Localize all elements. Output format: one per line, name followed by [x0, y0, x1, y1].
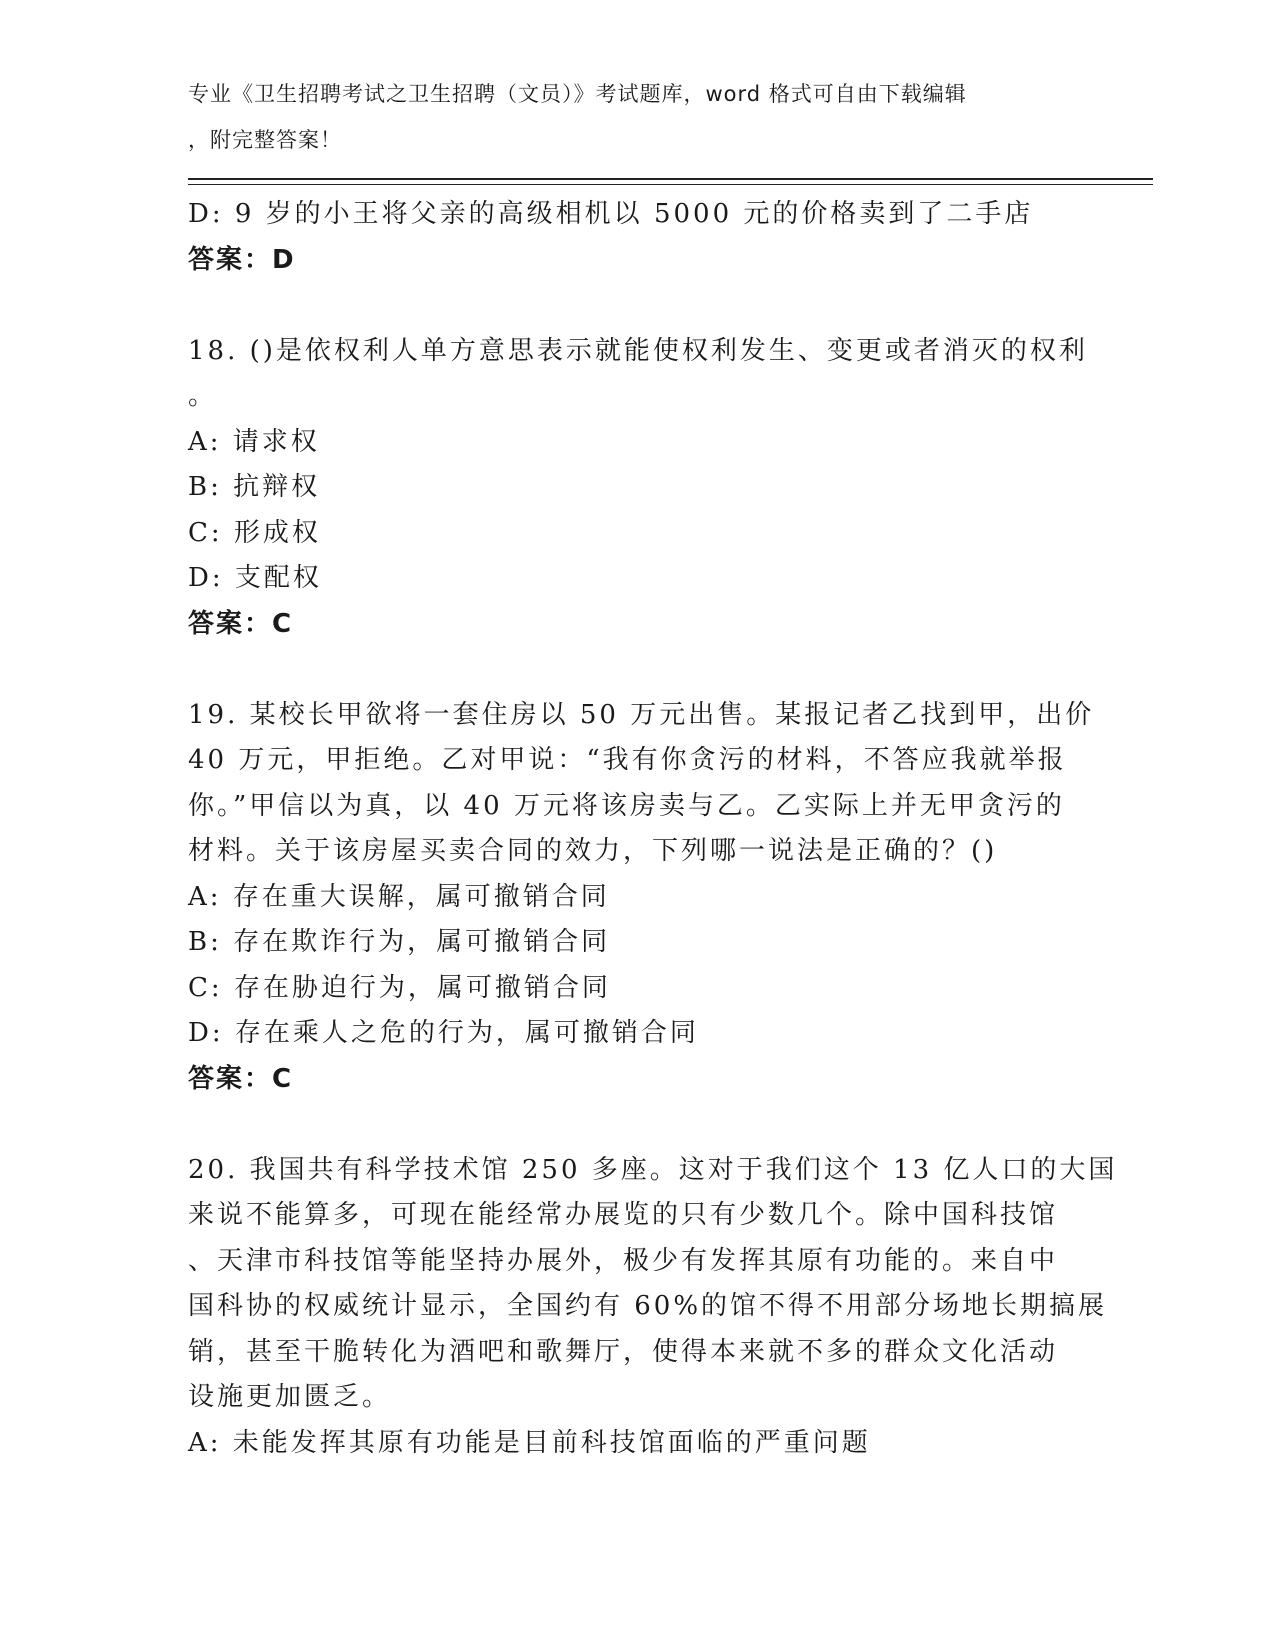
question-stem-line: 。	[188, 381, 218, 411]
question-stem-line: 国科协的权威统计显示，全国约有 60%的馆不得不用部分场地长期搞展	[188, 1291, 1108, 1321]
question-20	[188, 1148, 1118, 1467]
document-body	[188, 192, 1118, 1466]
question-stem-line: 销，甚至干脆转化为酒吧和歌舞厅，使得本来就不多的群众文化活动	[188, 1336, 1059, 1367]
document-header	[188, 72, 1088, 163]
option-a: A: 未能发挥其原有功能是目前科技馆面临的严重问题	[188, 1427, 871, 1458]
option-b: B: 抗辩权	[188, 472, 321, 502]
header-line-2: ，附完整答案！	[188, 127, 342, 152]
header-line-1: 专业《卫生招聘考试之卫生招聘（文员）》考试题库，word 格式可自由下载编辑	[188, 82, 967, 106]
header-divider-thin	[188, 184, 1153, 185]
question-stem-line: 19. 某校长甲欲将一套住房以 50 万元出售。某报记者乙找到甲，出价	[188, 699, 1095, 730]
prev-question	[188, 192, 1088, 283]
option-d: D: 9 岁的小王将父亲的高级相机以 5000 元的价格卖到了二手店	[188, 199, 1034, 229]
question-stem-line: 材料。关于该房屋买卖合同的效力，下列哪一说法是正确的？()	[188, 836, 998, 866]
option-b: B: 存在欺诈行为，属可撤销合同	[188, 927, 611, 957]
option-a: A: 存在重大误解，属可撤销合同	[188, 881, 610, 912]
question-stem-line: 40 万元，甲拒绝。乙对甲说：“我有你贪污的材料，不答应我就举报	[188, 745, 1067, 775]
question-stem-line: 、天津市科技馆等能坚持办展外，极少有发挥其原有功能的。来自中	[188, 1245, 1059, 1276]
question-stem-line: 设施更加匮乏。	[188, 1382, 392, 1412]
question-stem-line: 来说不能算多，可现在能经常办展览的只有少数几个。除中国科技馆	[188, 1200, 1059, 1230]
question-19	[188, 693, 1095, 1103]
question-stem-line: 18. ()是依权利人单方意思表示就能使权利发生、变更或者消灭的权利	[188, 335, 1088, 366]
question-stem-line: 你。”甲信以为真，以 40 万元将该房卖与乙。乙实际上并无甲贪污的	[188, 790, 1065, 821]
question-18	[188, 329, 1088, 648]
option-a: A: 请求权	[188, 426, 320, 457]
option-d: D: 支配权	[188, 563, 322, 593]
option-d: D: 存在乘人之危的行为，属可撤销合同	[188, 1018, 699, 1048]
option-c: C: 形成权	[188, 517, 321, 548]
spacer	[188, 283, 1088, 329]
spacer	[188, 1102, 1088, 1148]
spacer	[188, 647, 1088, 693]
header-divider-thick	[188, 178, 1153, 180]
question-stem-line: 20. 我国共有科学技术馆 250 多座。这对于我们这个 13 亿人口的大国	[188, 1154, 1118, 1185]
option-c: C: 存在胁迫行为，属可撤销合同	[188, 972, 611, 1003]
answer: 答案：C	[188, 608, 294, 639]
answer: 答案：D	[188, 244, 296, 275]
answer: 答案：C	[188, 1063, 294, 1094]
